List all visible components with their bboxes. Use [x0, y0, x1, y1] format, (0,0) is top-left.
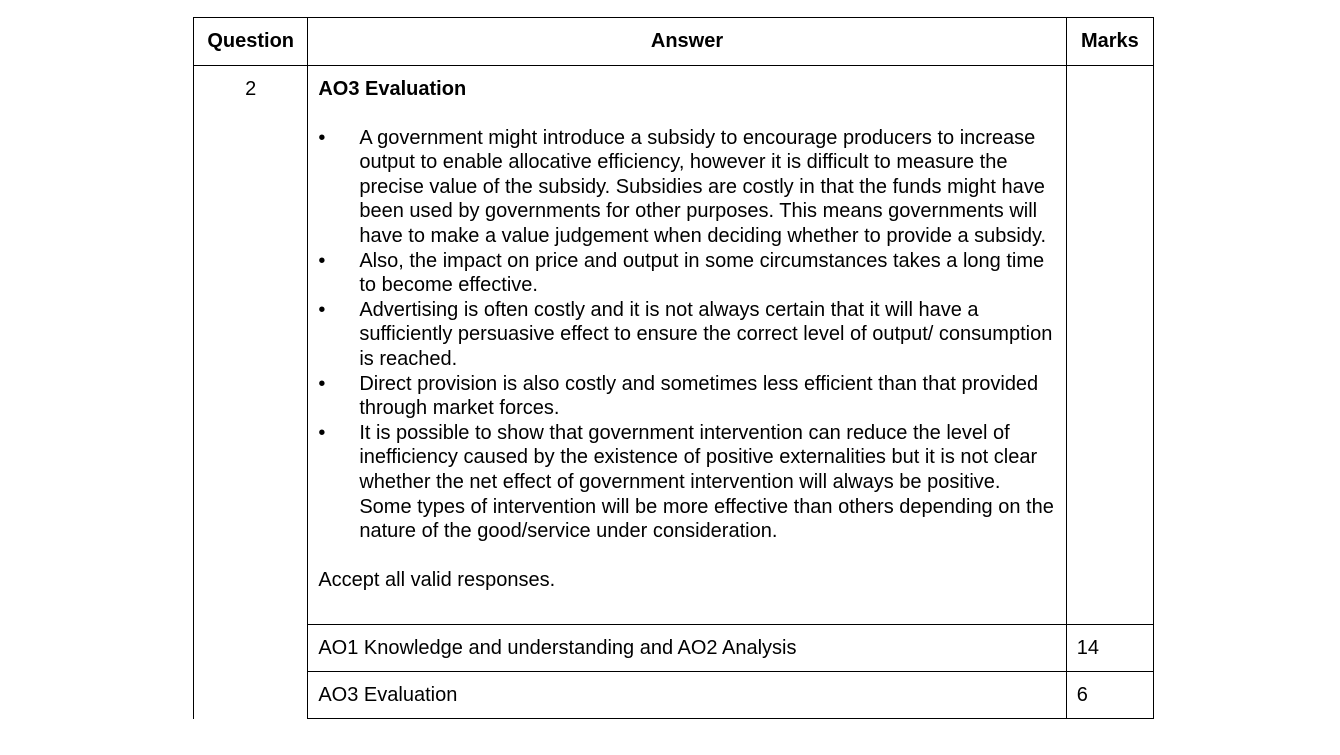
bullet-icon: • [318, 249, 326, 272]
mark-row-value: 6 [1066, 672, 1153, 719]
header-row [194, 18, 1154, 66]
question-cell-blank [194, 672, 308, 719]
mark-row-label: AO3 Evaluation [308, 672, 1066, 719]
list-item [318, 298, 1055, 372]
answer-title: AO3 Evaluation [318, 78, 467, 100]
mark-scheme-table [193, 17, 1154, 719]
mark-row-value: 14 [1066, 625, 1153, 672]
bullet-icon: • [318, 126, 326, 149]
list-item [318, 249, 1055, 298]
bullet-text: Advertising is often costly and it is not always certain that it will have a sufficiently persuasive effect to ensure the correct level of output/ consumption is reached. [359, 298, 1053, 370]
bullet-icon: • [318, 298, 326, 321]
question-number: 2 [194, 66, 308, 625]
table-row [194, 672, 1154, 719]
bullet-text: Direct provision is also costly and sometimes less efficient than that provided through market forces. [359, 372, 1039, 420]
bullet-text: Also, the impact on price and output in some circumstances takes a long time to become effective. [359, 249, 1045, 297]
bullet-icon: • [318, 421, 326, 444]
list-item [318, 126, 1055, 249]
bullet-icon: • [318, 372, 326, 395]
question-cell-blank [194, 625, 308, 672]
evaluation-points [318, 126, 1055, 544]
closing-note: Accept all valid responses. [318, 568, 556, 591]
question-header: Question [194, 18, 308, 66]
list-item [318, 372, 1055, 421]
list-item [318, 421, 1055, 544]
answer-header: Answer [308, 18, 1066, 66]
table-row [194, 625, 1154, 672]
bullet-text: A government might introduce a subsidy to encourage producers to increase output to enable allocative efficiency, however it is difficult to measure the precise value of the subsidy. Subsidies are costly in that the funds might have been used by governments for other purposes. This means governments will have to make a value judgement when deciding whether to provide a subsidy. [359, 126, 1047, 247]
marks-header: Marks [1066, 18, 1153, 66]
answer-row [194, 66, 1154, 625]
marks-cell-blank [1066, 66, 1153, 625]
bullet-text: It is possible to show that government intervention can reduce the level of inefficiency caused by the existence of positive externalities but it is not clear whether the net effect of government intervention will always be positive. Some types of intervention will be more effective than others depending on the nature of the good/service under consideration. [359, 421, 1054, 543]
answer-content [308, 66, 1066, 625]
mark-row-label: AO1 Knowledge and understanding and AO2 Analysis [308, 625, 1066, 672]
